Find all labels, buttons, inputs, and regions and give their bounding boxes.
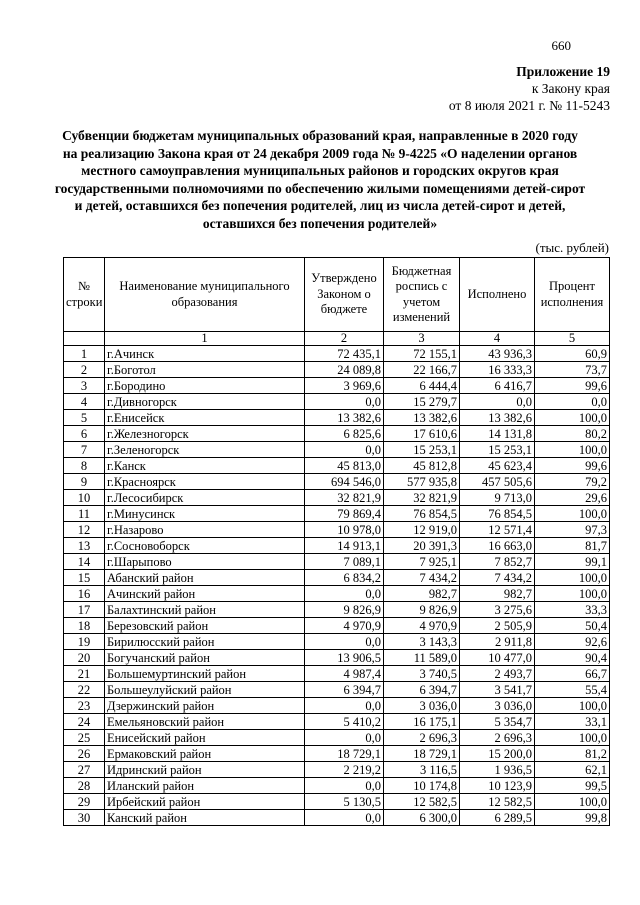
cell-municipality: Богучанский район xyxy=(105,650,305,666)
cell-percent: 100,0 xyxy=(535,586,610,602)
cell-executed: 15 200,0 xyxy=(460,746,535,762)
table-row xyxy=(64,570,610,586)
title-line: Субвенции бюджетам муниципальных образований края, направленные в 2020 году xyxy=(62,128,578,143)
header-approved: Утверждено Законом о бюджете xyxy=(305,258,384,332)
cell-percent: 55,4 xyxy=(535,682,610,698)
cell-executed: 982,7 xyxy=(460,586,535,602)
cell-executed: 2 493,7 xyxy=(460,666,535,682)
cell-approved: 7 089,1 xyxy=(305,554,384,570)
cell-percent: 100,0 xyxy=(535,730,610,746)
cell-executed: 10 477,0 xyxy=(460,650,535,666)
appendix-law-date: от 8 июля 2021 г. № 11-5243 xyxy=(448,98,610,113)
cell-row-number: 19 xyxy=(64,634,105,650)
cell-executed: 76 854,5 xyxy=(460,506,535,522)
page-number: 660 xyxy=(551,38,571,53)
appendix-title: Приложение 19 xyxy=(516,64,610,79)
title-line: местного самоуправления муниципальных районов и городских округов края xyxy=(81,163,559,178)
cell-budget-schedule: 9 826,9 xyxy=(384,602,460,618)
cell-municipality: Канский район xyxy=(105,810,305,826)
cell-budget-schedule: 7 925,1 xyxy=(384,554,460,570)
cell-municipality: г.Зеленогорск xyxy=(105,442,305,458)
cell-row-number: 16 xyxy=(64,586,105,602)
cell-municipality: Большемуртинский район xyxy=(105,666,305,682)
cell-budget-schedule: 4 970,9 xyxy=(384,618,460,634)
cell-approved: 32 821,9 xyxy=(305,490,384,506)
cell-municipality: Ачинский район xyxy=(105,586,305,602)
table-row xyxy=(64,682,610,698)
table-row xyxy=(64,506,610,522)
cell-approved: 10 978,0 xyxy=(305,522,384,538)
table-row xyxy=(64,778,610,794)
cell-approved: 0,0 xyxy=(305,698,384,714)
cell-approved: 79 869,4 xyxy=(305,506,384,522)
cell-budget-schedule: 16 175,1 xyxy=(384,714,460,730)
cell-percent: 79,2 xyxy=(535,474,610,490)
cell-executed: 1 936,5 xyxy=(460,762,535,778)
cell-percent: 99,6 xyxy=(535,378,610,394)
cell-percent: 60,9 xyxy=(535,346,610,362)
table-row xyxy=(64,730,610,746)
cell-executed: 12 571,4 xyxy=(460,522,535,538)
cell-municipality: г.Ачинск xyxy=(105,346,305,362)
cell-percent: 100,0 xyxy=(535,570,610,586)
cell-budget-schedule: 7 434,2 xyxy=(384,570,460,586)
cell-approved: 13 906,5 xyxy=(305,650,384,666)
cell-row-number: 9 xyxy=(64,474,105,490)
cell-budget-schedule: 18 729,1 xyxy=(384,746,460,762)
table-row xyxy=(64,490,610,506)
cell-municipality: г.Канск xyxy=(105,458,305,474)
cell-executed: 3 275,6 xyxy=(460,602,535,618)
cell-approved: 14 913,1 xyxy=(305,538,384,554)
table-row xyxy=(64,458,610,474)
cell-executed: 5 354,7 xyxy=(460,714,535,730)
header-executed: Исполнено xyxy=(460,258,535,332)
subsidies-table xyxy=(63,257,610,826)
appendix-law-ref: к Закону края xyxy=(531,81,610,96)
cell-executed: 2 505,9 xyxy=(460,618,535,634)
table-row xyxy=(64,362,610,378)
cell-percent: 62,1 xyxy=(535,762,610,778)
appendix-block xyxy=(449,63,610,114)
cell-municipality: г.Лесосибирск xyxy=(105,490,305,506)
cell-executed: 9 713,0 xyxy=(460,490,535,506)
header-municipality: Наименование муниципального образования xyxy=(105,258,305,332)
column-number-row xyxy=(64,332,610,346)
cell-budget-schedule: 11 589,0 xyxy=(384,650,460,666)
cell-budget-schedule: 6 444,4 xyxy=(384,378,460,394)
cell-executed: 12 582,5 xyxy=(460,794,535,810)
table-row xyxy=(64,522,610,538)
cell-budget-schedule: 76 854,5 xyxy=(384,506,460,522)
cell-executed: 10 123,9 xyxy=(460,778,535,794)
cell-percent: 99,6 xyxy=(535,458,610,474)
cell-percent: 29,6 xyxy=(535,490,610,506)
cell-municipality: г.Красноярск xyxy=(105,474,305,490)
cell-municipality: Идринский район xyxy=(105,762,305,778)
cell-row-number: 30 xyxy=(64,810,105,826)
table-row xyxy=(64,426,610,442)
cell-municipality: Емельяновский район xyxy=(105,714,305,730)
cell-percent: 81,7 xyxy=(535,538,610,554)
cell-executed: 45 623,4 xyxy=(460,458,535,474)
cell-row-number: 11 xyxy=(64,506,105,522)
table-row xyxy=(64,650,610,666)
cell-percent: 92,6 xyxy=(535,634,610,650)
cell-municipality: Балахтинский район xyxy=(105,602,305,618)
cell-budget-schedule: 20 391,3 xyxy=(384,538,460,554)
cell-municipality: г.Дивногорск xyxy=(105,394,305,410)
cell-budget-schedule: 6 300,0 xyxy=(384,810,460,826)
column-number: 3 xyxy=(384,332,460,346)
cell-row-number: 18 xyxy=(64,618,105,634)
cell-row-number: 25 xyxy=(64,730,105,746)
cell-percent: 100,0 xyxy=(535,410,610,426)
cell-approved: 0,0 xyxy=(305,442,384,458)
cell-executed: 7 852,7 xyxy=(460,554,535,570)
column-number xyxy=(64,332,105,346)
cell-row-number: 29 xyxy=(64,794,105,810)
cell-budget-schedule: 3 740,5 xyxy=(384,666,460,682)
cell-percent: 100,0 xyxy=(535,506,610,522)
cell-budget-schedule: 6 394,7 xyxy=(384,682,460,698)
cell-row-number: 1 xyxy=(64,346,105,362)
cell-budget-schedule: 3 036,0 xyxy=(384,698,460,714)
title-line: государственными полномочиями по обеспечению жилыми помещениями детей-сирот xyxy=(54,180,586,196)
cell-budget-schedule: 10 174,8 xyxy=(384,778,460,794)
table-row xyxy=(64,554,610,570)
cell-municipality: Ирбейский район xyxy=(105,794,305,810)
cell-municipality: Дзержинский район xyxy=(105,698,305,714)
cell-approved: 6 834,2 xyxy=(305,570,384,586)
cell-municipality: г.Бородино xyxy=(105,378,305,394)
title-line: оставшихся без попечения родителей» xyxy=(202,215,438,231)
table-row xyxy=(64,378,610,394)
cell-municipality: г.Боготол xyxy=(105,362,305,378)
table-body xyxy=(64,346,610,826)
cell-municipality: г.Назарово xyxy=(105,522,305,538)
cell-budget-schedule: 12 919,0 xyxy=(384,522,460,538)
cell-approved: 694 546,0 xyxy=(305,474,384,490)
cell-percent: 66,7 xyxy=(535,666,610,682)
cell-percent: 33,3 xyxy=(535,602,610,618)
cell-percent: 99,8 xyxy=(535,810,610,826)
cell-executed: 43 936,3 xyxy=(460,346,535,362)
cell-municipality: г.Минусинск xyxy=(105,506,305,522)
table-row xyxy=(64,810,610,826)
cell-row-number: 6 xyxy=(64,426,105,442)
cell-approved: 0,0 xyxy=(305,586,384,602)
cell-budget-schedule: 3 116,5 xyxy=(384,762,460,778)
table-row xyxy=(64,442,610,458)
cell-percent: 80,2 xyxy=(535,426,610,442)
table-row xyxy=(64,602,610,618)
cell-approved: 0,0 xyxy=(305,730,384,746)
cell-approved: 5 130,5 xyxy=(305,794,384,810)
cell-row-number: 10 xyxy=(64,490,105,506)
cell-percent: 73,7 xyxy=(535,362,610,378)
cell-row-number: 3 xyxy=(64,378,105,394)
cell-municipality: г.Железногорск xyxy=(105,426,305,442)
table-row xyxy=(64,634,610,650)
cell-executed: 6 416,7 xyxy=(460,378,535,394)
cell-budget-schedule: 982,7 xyxy=(384,586,460,602)
cell-executed: 457 505,6 xyxy=(460,474,535,490)
table-row xyxy=(64,794,610,810)
cell-approved: 9 826,9 xyxy=(305,602,384,618)
table-row xyxy=(64,746,610,762)
cell-percent: 97,3 xyxy=(535,522,610,538)
cell-approved: 0,0 xyxy=(305,634,384,650)
cell-row-number: 5 xyxy=(64,410,105,426)
cell-executed: 3 036,0 xyxy=(460,698,535,714)
cell-budget-schedule: 15 279,7 xyxy=(384,394,460,410)
table-row xyxy=(64,410,610,426)
cell-row-number: 7 xyxy=(64,442,105,458)
cell-approved: 13 382,6 xyxy=(305,410,384,426)
cell-row-number: 24 xyxy=(64,714,105,730)
table-row xyxy=(64,698,610,714)
cell-percent: 100,0 xyxy=(535,442,610,458)
cell-row-number: 17 xyxy=(64,602,105,618)
cell-budget-schedule: 577 935,8 xyxy=(384,474,460,490)
cell-municipality: Енисейский район xyxy=(105,730,305,746)
title-line: на реализацию Закона края от 24 декабря 2009 года № 9-4225 «О наделении органов xyxy=(62,145,578,161)
cell-percent: 81,2 xyxy=(535,746,610,762)
cell-approved: 0,0 xyxy=(305,810,384,826)
cell-budget-schedule: 45 812,8 xyxy=(384,458,460,474)
cell-approved: 24 089,8 xyxy=(305,362,384,378)
column-number: 2 xyxy=(305,332,384,346)
cell-budget-schedule: 12 582,5 xyxy=(384,794,460,810)
cell-row-number: 8 xyxy=(64,458,105,474)
cell-municipality: Березовский район xyxy=(105,618,305,634)
header-budget-schedule: Бюджетная роспись с учетом изменений xyxy=(384,258,460,332)
cell-executed: 3 541,7 xyxy=(460,682,535,698)
cell-percent: 100,0 xyxy=(535,794,610,810)
header-percent: Процент исполнения xyxy=(535,258,610,332)
cell-approved: 0,0 xyxy=(305,778,384,794)
cell-municipality: Иланский район xyxy=(105,778,305,794)
cell-budget-schedule: 32 821,9 xyxy=(384,490,460,506)
cell-executed: 2 911,8 xyxy=(460,634,535,650)
cell-row-number: 22 xyxy=(64,682,105,698)
cell-budget-schedule: 17 610,6 xyxy=(384,426,460,442)
cell-approved: 4 987,4 xyxy=(305,666,384,682)
cell-municipality: Абанский район xyxy=(105,570,305,586)
cell-municipality: г.Шарыпово xyxy=(105,554,305,570)
table-row xyxy=(64,394,610,410)
units-label: (тыс. рублей) xyxy=(535,240,609,255)
column-number: 1 xyxy=(105,332,305,346)
cell-row-number: 26 xyxy=(64,746,105,762)
cell-executed: 2 696,3 xyxy=(460,730,535,746)
cell-row-number: 4 xyxy=(64,394,105,410)
cell-municipality: Большеулуйский район xyxy=(105,682,305,698)
table-row xyxy=(64,666,610,682)
cell-budget-schedule: 15 253,1 xyxy=(384,442,460,458)
cell-row-number: 28 xyxy=(64,778,105,794)
table-row xyxy=(64,474,610,490)
cell-municipality: Ермаковский район xyxy=(105,746,305,762)
table-row xyxy=(64,714,610,730)
cell-executed: 13 382,6 xyxy=(460,410,535,426)
cell-municipality: г.Енисейск xyxy=(105,410,305,426)
cell-percent: 33,1 xyxy=(535,714,610,730)
cell-row-number: 23 xyxy=(64,698,105,714)
cell-approved: 6 825,6 xyxy=(305,426,384,442)
cell-row-number: 27 xyxy=(64,762,105,778)
cell-percent: 100,0 xyxy=(535,698,610,714)
cell-budget-schedule: 22 166,7 xyxy=(384,362,460,378)
cell-approved: 4 970,9 xyxy=(305,618,384,634)
cell-budget-schedule: 3 143,3 xyxy=(384,634,460,650)
cell-executed: 16 663,0 xyxy=(460,538,535,554)
cell-approved: 0,0 xyxy=(305,394,384,410)
cell-executed: 6 289,5 xyxy=(460,810,535,826)
cell-executed: 7 434,2 xyxy=(460,570,535,586)
cell-budget-schedule: 2 696,3 xyxy=(384,730,460,746)
cell-row-number: 14 xyxy=(64,554,105,570)
cell-approved: 3 969,6 xyxy=(305,378,384,394)
cell-approved: 2 219,2 xyxy=(305,762,384,778)
cell-percent: 50,4 xyxy=(535,618,610,634)
cell-percent: 0,0 xyxy=(535,394,610,410)
cell-executed: 14 131,8 xyxy=(460,426,535,442)
cell-row-number: 21 xyxy=(64,666,105,682)
cell-executed: 16 333,3 xyxy=(460,362,535,378)
cell-municipality: г.Сосновоборск xyxy=(105,538,305,554)
cell-row-number: 12 xyxy=(64,522,105,538)
table-row xyxy=(64,538,610,554)
cell-budget-schedule: 72 155,1 xyxy=(384,346,460,362)
cell-row-number: 2 xyxy=(64,362,105,378)
cell-executed: 15 253,1 xyxy=(460,442,535,458)
table-row xyxy=(64,586,610,602)
header-row-number: № строки xyxy=(64,258,105,332)
cell-executed: 0,0 xyxy=(460,394,535,410)
cell-percent: 90,4 xyxy=(535,650,610,666)
cell-approved: 5 410,2 xyxy=(305,714,384,730)
cell-budget-schedule: 13 382,6 xyxy=(384,410,460,426)
cell-approved: 18 729,1 xyxy=(305,746,384,762)
table-row xyxy=(64,618,610,634)
cell-approved: 72 435,1 xyxy=(305,346,384,362)
cell-row-number: 15 xyxy=(64,570,105,586)
document-title xyxy=(30,127,610,232)
cell-percent: 99,1 xyxy=(535,554,610,570)
cell-percent: 99,5 xyxy=(535,778,610,794)
title-line: и детей, оставшихся без попечения родителей, лиц из числа детей-сирот и детей, xyxy=(74,198,566,213)
table-row xyxy=(64,346,610,362)
cell-approved: 6 394,7 xyxy=(305,682,384,698)
cell-approved: 45 813,0 xyxy=(305,458,384,474)
column-number: 5 xyxy=(535,332,610,346)
cell-row-number: 20 xyxy=(64,650,105,666)
cell-row-number: 13 xyxy=(64,538,105,554)
cell-municipality: Бирилюсский район xyxy=(105,634,305,650)
table-row xyxy=(64,762,610,778)
table-header-row xyxy=(64,258,610,332)
column-number: 4 xyxy=(460,332,535,346)
